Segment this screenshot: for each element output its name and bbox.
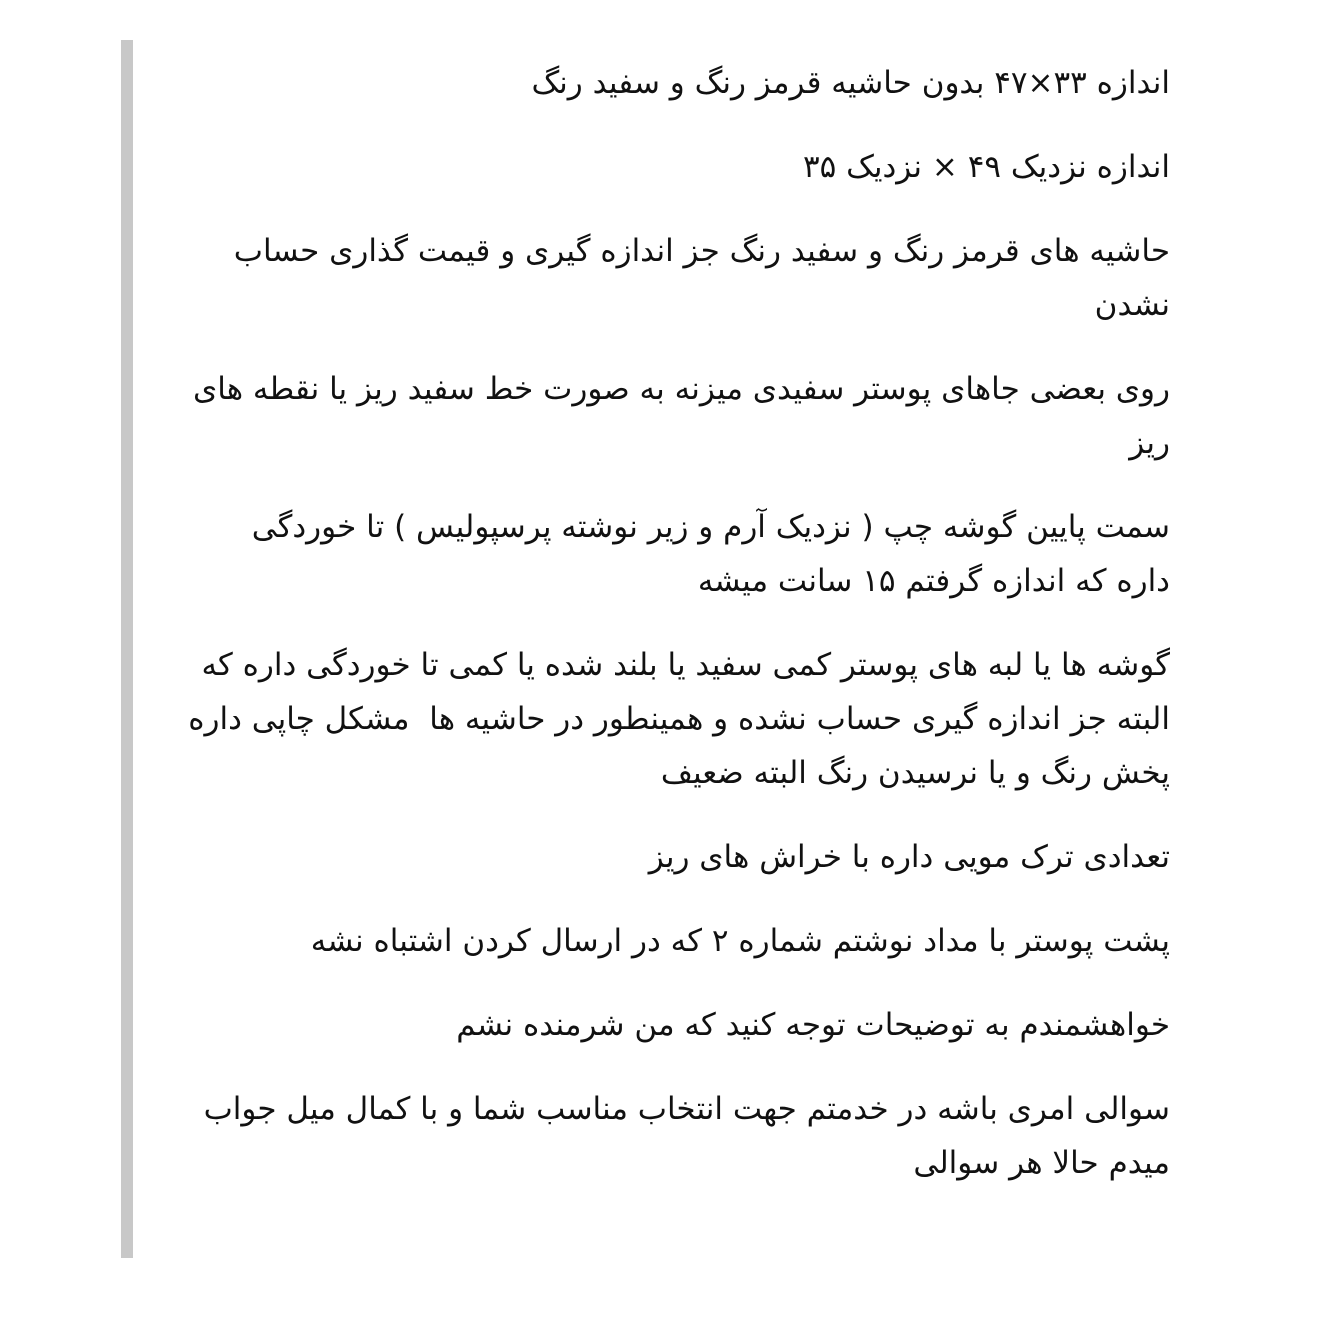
paragraph-white-spots: روی بعضی جاهای پوستر سفیدی میزنه به صورت خط سفید ریز یا نقطه های ریز — [183, 371, 1170, 461]
paragraph-bottom-left-fold: سمت پایین گوشه چپ ( نزدیک آرم و زیر نوشته پرسپولیس ) تا خوردگی داره که اندازه گرفتم ۱۵ سانت میشه — [232, 509, 1170, 599]
paragraph-back-number: پشت پوستر با مداد نوشتم شماره ۲ که در ارسال کردن اشتباه نشه — [310, 923, 1170, 959]
paragraph-approx-size: اندازه نزدیک ۴۹ × نزدیک ۳۵ — [802, 149, 1170, 185]
blockquote-bar — [121, 40, 133, 1258]
paragraph-questions: سوالی امری باشه در خدمتم جهت انتخاب مناسب شما و با کمال میل جواب میدم حالا هر سوالی — [193, 1091, 1170, 1181]
paragraph-borders: حاشیه های قرمز رنگ و سفید رنگ جز اندازه گیری و قیمت گذاری حساب نشدن — [223, 233, 1170, 323]
poster-description — [180, 56, 1170, 1190]
paragraph-size: اندازه ۳۳×۴۷ بدون حاشیه قرمز رنگ و سفید رنگ — [531, 65, 1170, 101]
paragraph-corners-edges: گوشه ها یا لبه های پوستر کمی سفید یا بلند شده یا کمی تا خوردگی داره که البته جز اندازه گیری حساب نشده و همینطور در حاشیه ها مشکل چاپی داره پخش رنگ و یا نرسیدن رنگ البته ضعیف — [178, 647, 1170, 791]
paragraph-request: خواهشمندم به توضیحات توجه کنید که من شرمنده نشم — [456, 1007, 1170, 1043]
paragraph-hairline-cracks: تعدادی ترک مویی داره با خراش های ریز — [648, 839, 1170, 875]
